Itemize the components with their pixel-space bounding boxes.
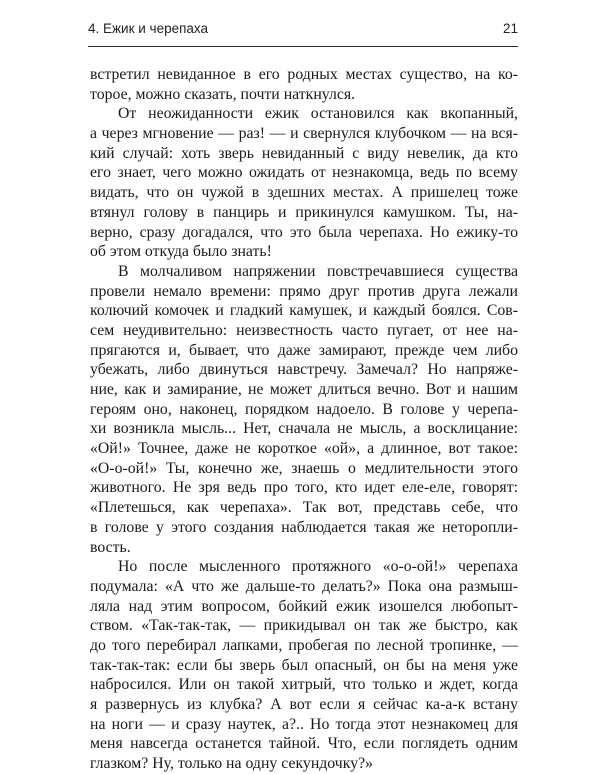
running-header xyxy=(88,18,518,47)
text-line: в голове у этого создания наблюдается такая же неторопли- xyxy=(90,518,518,536)
text-line: От неожиданности ежик остановился как вкопанный, xyxy=(118,105,518,123)
text-line: кий случай: хоть зверь невиданный с виду невелик, да кто xyxy=(90,144,518,162)
paragraph-4 xyxy=(90,557,518,774)
paragraph-1 xyxy=(90,65,518,104)
text-line: я развернусь из клубка? А вот если я сейчас ка-а-к встану xyxy=(90,696,518,713)
text-line: животного. Не зря ведь про того, кто идет еле-еле, говорят: xyxy=(90,479,518,497)
text-line: «Ой!» Точнее, даже не короткое «ой», а длинное, вот такое: xyxy=(90,440,518,458)
text-line: ние, как и замирание, не может длиться вечно. Вот и нашим xyxy=(90,381,518,398)
text-line: так-так-так: если бы зверь был опасный, он бы на меня уже xyxy=(90,656,518,674)
text-line: подумала: «А что же дальше-то делать?» Пока она размыш- xyxy=(90,577,518,595)
text-line: героям оно, наконец, порядком надоело. В голове у черепа- xyxy=(90,400,518,418)
text-line: вость. xyxy=(90,538,131,556)
page-number: 21 xyxy=(502,21,518,36)
text-line: а через мгновение — раз! — и свернулся клубочком — на вся- xyxy=(90,125,518,143)
text-line: видать, что он чужой в здешних местах. А пришелец тоже xyxy=(90,184,518,202)
text-line: сем неудивительно: неизвестность часто пугает, от нее на- xyxy=(90,321,518,339)
paragraph-2 xyxy=(90,104,518,262)
text-line: Но после мысленного протяжного «о-о-ой!» черепаха xyxy=(118,558,518,576)
text-line: провели немало времени: прямо друг против друга лежали xyxy=(90,282,518,300)
text-line: меня навсегда останется тайной. Что, если поглядеть одним xyxy=(90,735,518,753)
text-line: его знает, чего можно ожидать от незнакомца, ведь по всему xyxy=(90,164,518,182)
text-line: прягаются и, бывает, что даже замирают, прежде чем либо xyxy=(90,341,518,359)
body-text xyxy=(90,65,518,774)
text-line: ляла над этим вопросом, бойкий ежик изошелся любопыт- xyxy=(90,597,518,615)
text-line: «О-о-ой!» Ты, конечно же, знаешь о медлительности этого xyxy=(90,459,518,477)
text-line: ством. «Так-так-так, — прикидывал он так же быстро, как xyxy=(90,617,518,635)
text-line: до того перебирал лапками, пробегая по лесной тропинке, — xyxy=(90,636,518,654)
text-line: встретил невиданное в его родных местах существо, на ко- xyxy=(90,66,518,83)
text-line: хи возникла мысль... Нет, сначала не мысль, а восклицание: xyxy=(90,420,518,438)
text-line: втянул голову в панцирь и прикинулся камушком. Ты, на- xyxy=(90,203,518,221)
text-line: глазком? Ну, только на одну секундочку?» xyxy=(90,755,374,773)
text-line: об этом откуда было знать! xyxy=(90,243,272,261)
text-line: верно, сразу догадался, что это была черепаха. Но ежику-то xyxy=(90,223,518,241)
text-line: на ноги — и сразу наутек, а?.. Но тогда этот незнакомец для xyxy=(90,715,518,733)
text-line: В молчаливом напряжении повстречавшиеся существа xyxy=(118,262,518,280)
text-line: колючий комочек и гладкий камушек, и каждый боялся. Сов- xyxy=(90,302,518,320)
text-line: торое, можно сказать, почти наткнулся. xyxy=(90,85,356,103)
text-line: набросился. Или он такой хитрый, что только и ждет, когда xyxy=(90,676,518,694)
paragraph-3 xyxy=(90,262,518,557)
chapter-title: 4. Ежик и черепаха xyxy=(88,21,209,36)
text-line: убежать, либо двинуться навстречу. Замечал? Но напряже- xyxy=(90,361,518,379)
text-line: «Плетешься, как черепаха». Так вот, представь себе, что xyxy=(90,499,518,517)
